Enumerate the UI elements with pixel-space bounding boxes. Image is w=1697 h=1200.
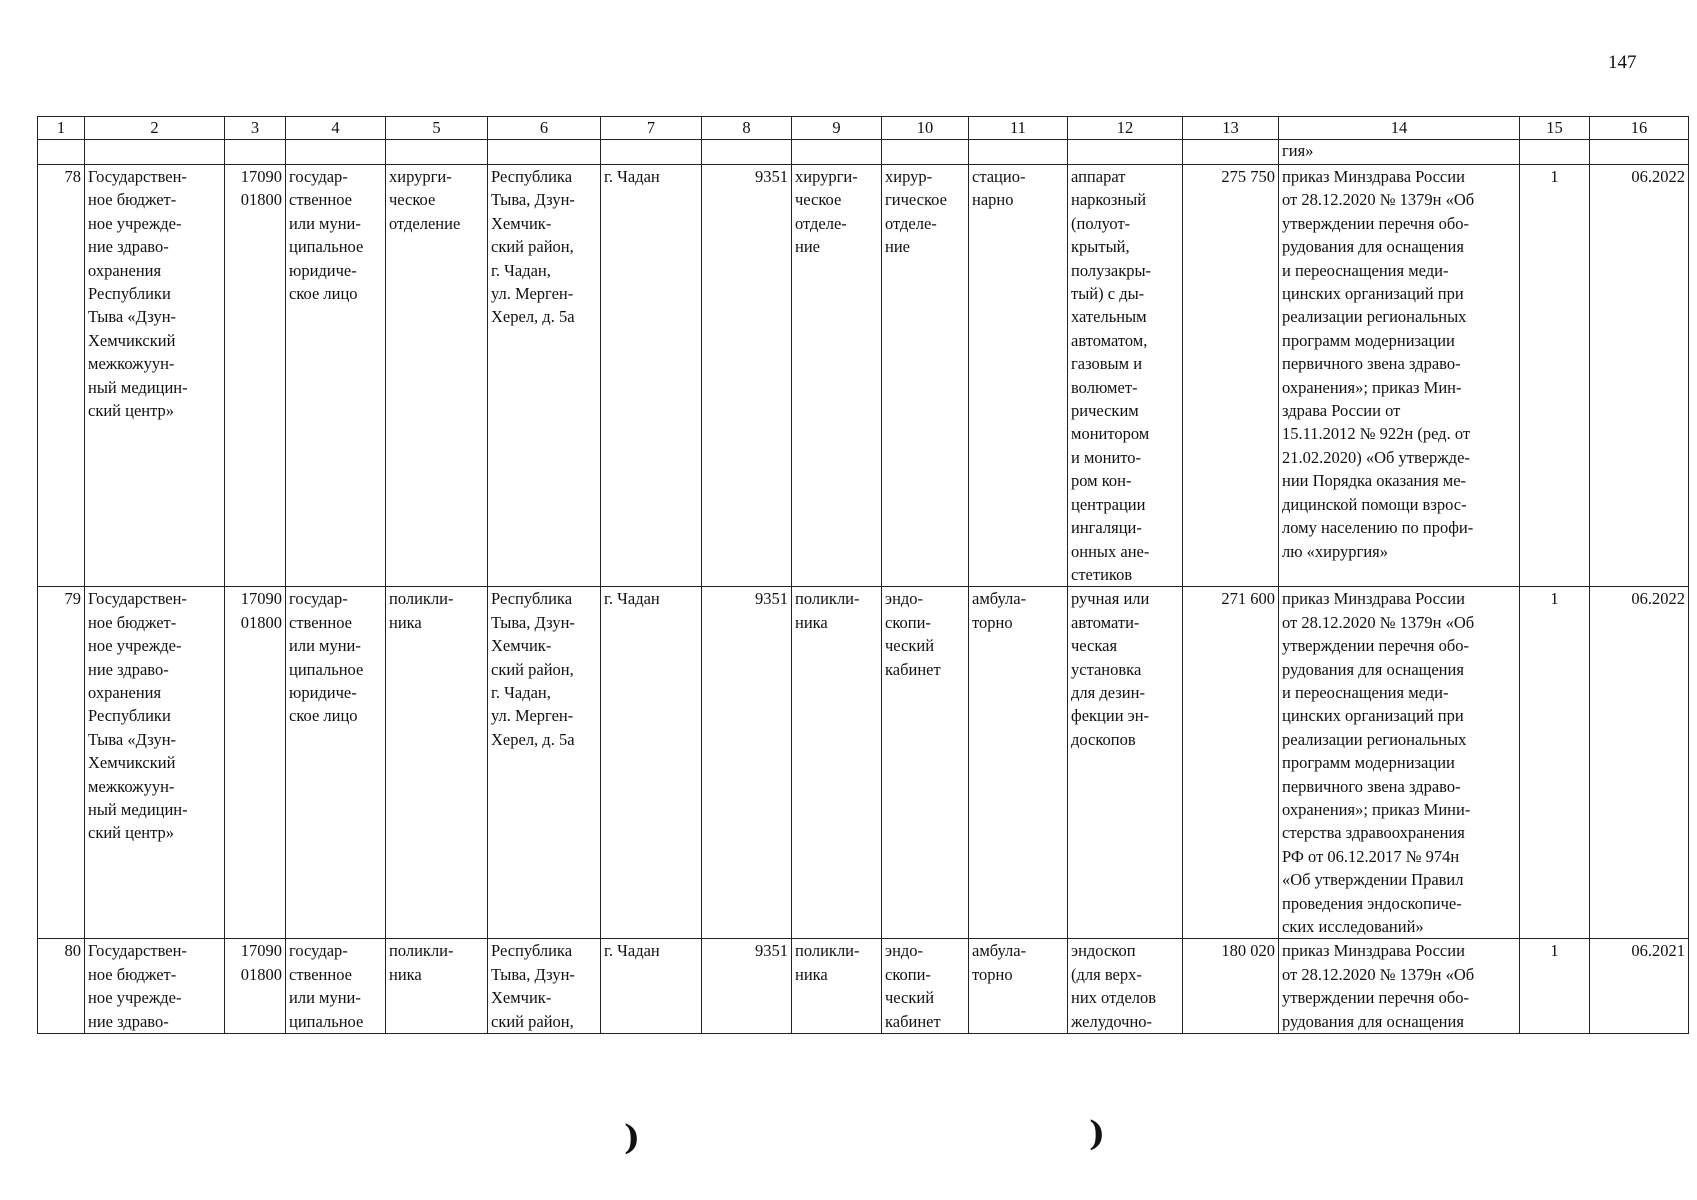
subdepartment-cell: эндо- скопи- ческий кабинет	[882, 939, 969, 1034]
table-row	[38, 587, 1689, 939]
subdepartment-cell: хирур- гическое отделе- ние	[882, 165, 969, 587]
mode-cell: стацио- нарно	[969, 165, 1068, 587]
cost-cell: 180 020	[1183, 939, 1279, 1034]
column-header: 5	[386, 117, 488, 140]
mode-cell: амбула- торно	[969, 939, 1068, 1034]
basis-cell: приказ Минздрава России от 28.12.2020 № 1379н «Об утверждении перечня обо- рудования для оснащения и переоснащения меди- цинских организаций при реализации региональных программ модернизации первичного звена здраво- охранения»; приказ Мин- здрава России от 15.11.2012 № 922н (ред. от 21.02.2020) «Об утвержде- нии Порядка оказания ме- дицинской помощи взрос- лому населению по профи- лю «хирургия»	[1279, 165, 1520, 587]
organization-cell: Государствен- ное бюджет- ное учрежде- ние здраво- охранения Республики Тыва «Дзун- Хемчикский межкожуун- ный медицин- ский центр»	[85, 165, 225, 587]
column-header: 16	[1590, 117, 1689, 140]
row-number-cell: 79	[38, 587, 85, 939]
column-header: 3	[225, 117, 286, 140]
code-cell: 17090 01800	[225, 939, 286, 1034]
column-header: 7	[601, 117, 702, 140]
equipment-table	[37, 116, 1689, 1034]
org-type-cell: государ- ственное или муни- ципальное юридиче- ское лицо	[286, 165, 386, 587]
equipment-cell: эндоскоп (для верх- них отделов желудочно-	[1068, 939, 1183, 1034]
okved-cell: 9351	[702, 165, 792, 587]
org-type-cell: государ- ственное или муни- ципальное юридиче- ское лицо	[286, 587, 386, 939]
column-header: 12	[1068, 117, 1183, 140]
row-number-cell: 80	[38, 939, 85, 1034]
department-cell: хирурги- ческое отделе- ние	[792, 165, 882, 587]
address-cell: Республика Тыва, Дзун- Хемчик- ский район, г. Чадан, ул. Мерген- Херел, д. 5а	[488, 587, 601, 939]
table-row	[38, 165, 1689, 587]
table-row	[38, 939, 1689, 1034]
date-cell: 06.2022	[1590, 587, 1689, 939]
cost-cell: 271 600	[1183, 587, 1279, 939]
okved-cell: 9351	[702, 939, 792, 1034]
column-header: 11	[969, 117, 1068, 140]
handwritten-mark-left: )	[624, 1118, 641, 1158]
equipment-cell: ручная или автомати- ческая установка для дезин- фекции эн- доскопов	[1068, 587, 1183, 939]
date-cell: 06.2022	[1590, 165, 1689, 587]
column-header: 14	[1279, 117, 1520, 140]
code-cell: 17090 01800	[225, 587, 286, 939]
code-cell: 17090 01800	[225, 165, 286, 587]
column-header: 4	[286, 117, 386, 140]
org-type-cell: государ- ственное или муни- ципальное	[286, 939, 386, 1034]
address-cell: Республика Тыва, Дзун- Хемчик- ский район, г. Чадан, ул. Мерген- Херел, д. 5а	[488, 165, 601, 587]
column-header: 6	[488, 117, 601, 140]
cost-cell: 275 750	[1183, 165, 1279, 587]
basis-cell: гия»	[1279, 140, 1520, 165]
column-header: 8	[702, 117, 792, 140]
row-number-cell: 78	[38, 165, 85, 587]
handwritten-mark-right: )	[1089, 1114, 1106, 1154]
column-header: 9	[792, 117, 882, 140]
unit-cell: поликли- ника	[386, 587, 488, 939]
continuation-row	[38, 140, 1689, 165]
okved-cell: 9351	[702, 587, 792, 939]
department-cell: поликли- ника	[792, 939, 882, 1034]
quantity-cell: 1	[1520, 587, 1590, 939]
department-cell: поликли- ника	[792, 587, 882, 939]
column-header: 1	[38, 117, 85, 140]
page-number: 147	[1608, 52, 1637, 73]
column-header: 10	[882, 117, 969, 140]
unit-cell: хирурги- ческое отделение	[386, 165, 488, 587]
mode-cell: амбула- торно	[969, 587, 1068, 939]
city-cell: г. Чадан	[601, 165, 702, 587]
column-header: 2	[85, 117, 225, 140]
basis-cell: приказ Минздрава России от 28.12.2020 № 1379н «Об утверждении перечня обо- рудования для оснащения и переоснащения меди- цинских организаций при реализации региональных программ модернизации первичного звена здраво- охранения»; приказ Мини- стерства здравоохранения РФ от 06.12.2017 № 974н «Об утверждении Правил проведения эндоскопиче- ских исследований»	[1279, 587, 1520, 939]
column-header: 15	[1520, 117, 1590, 140]
date-cell: 06.2021	[1590, 939, 1689, 1034]
column-number-row	[38, 117, 1689, 140]
organization-cell: Государствен- ное бюджет- ное учрежде- ние здраво- охранения Республики Тыва «Дзун- Хемчикский межкожуун- ный медицин- ский центр»	[85, 587, 225, 939]
organization-cell: Государствен- ное бюджет- ное учрежде- ние здраво-	[85, 939, 225, 1034]
subdepartment-cell: эндо- скопи- ческий кабинет	[882, 587, 969, 939]
unit-cell: поликли- ника	[386, 939, 488, 1034]
city-cell: г. Чадан	[601, 939, 702, 1034]
quantity-cell: 1	[1520, 165, 1590, 587]
basis-cell: приказ Минздрава России от 28.12.2020 № 1379н «Об утверждении перечня обо- рудования для оснащения	[1279, 939, 1520, 1034]
address-cell: Республика Тыва, Дзун- Хемчик- ский район,	[488, 939, 601, 1034]
quantity-cell: 1	[1520, 939, 1590, 1034]
column-header: 13	[1183, 117, 1279, 140]
equipment-cell: аппарат наркозный (полуот- крытый, полузакры- тый) с ды- хательным автоматом, газовым и волюмет- рическим монитором и монито- ром кон- центрации ингаляци- онных ане- стетиков	[1068, 165, 1183, 587]
city-cell: г. Чадан	[601, 587, 702, 939]
